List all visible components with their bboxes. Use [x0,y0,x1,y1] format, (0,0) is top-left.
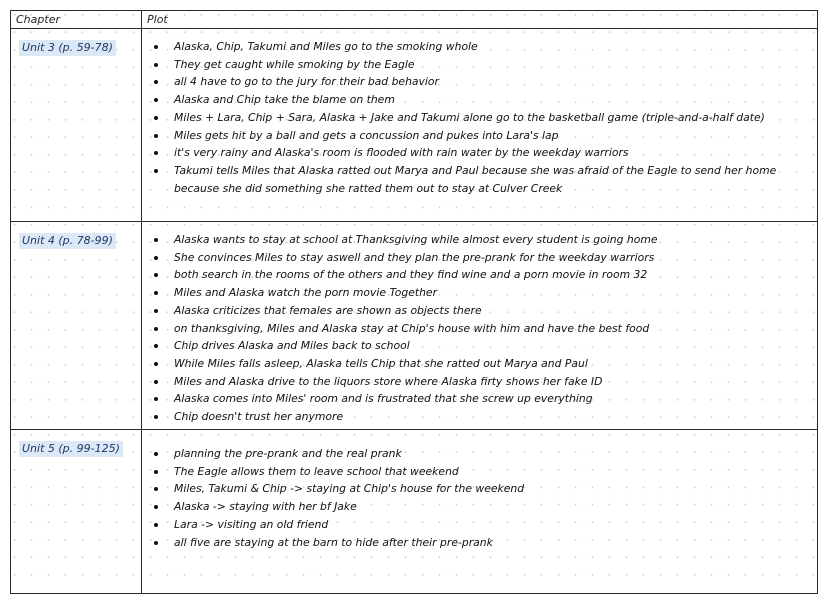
bullet-icon [154,169,158,173]
bullet-icon [154,470,158,474]
chapter-label: Unit 4 (p. 78-99) [19,233,116,249]
plot-list [142,36,817,197]
list-item: Lara -> visiting an old friend [152,516,817,534]
bullet-icon [154,380,158,384]
list-item: all 4 have to go to the jury for their bad behavior [152,73,817,91]
list-item: Miles gets hit by a ball and gets a concussion and pukes into Lara's lap [152,127,817,145]
list-item: on thanksgiving, Miles and Alaska stay at Chip's house with him and have the best food [152,320,817,338]
list-item: Alaska comes into Miles' room and is frustrated that she screw up everything [152,390,817,408]
bullet-icon [154,45,158,49]
list-item: all five are staying at the barn to hide after their pre-prank [152,534,817,552]
bullet-icon [154,98,158,102]
bullet-icon [154,80,158,84]
table-row [11,222,818,430]
list-item: Alaska and Chip take the blame on them [152,91,817,109]
bullet-icon [154,238,158,242]
chapter-cell [11,222,142,430]
list-item: Alaska wants to stay at school at Thanksgiving while almost every student is going home [152,231,817,249]
list-item: They get caught while smoking by the Eagle [152,56,817,74]
list-item: both search in the rooms of the others and they find wine and a porn movie in room 32 [152,266,817,284]
plot-list [142,437,817,551]
bullet-icon [154,256,158,260]
bullet-icon [154,487,158,491]
chapter-label: Unit 5 (p. 99-125) [19,441,123,457]
list-item: Alaska -> staying with her bf Jake [152,498,817,516]
list-item: Miles + Lara, Chip + Sara, Alaska + Jake and Takumi alone go to the basketball game (triple-and-a-half date) [152,109,817,127]
list-item: The Eagle allows them to leave school that weekend [152,463,817,481]
list-item: Chip doesn't trust her anymore [152,408,817,426]
header-plot: Plot [142,11,818,29]
list-item: Miles and Alaska watch the porn movie Together [152,284,817,302]
bullet-icon [154,134,158,138]
header-chapter: Chapter [11,11,142,29]
table-row [11,430,818,594]
plot-summary-table [10,10,818,594]
bullet-icon [154,273,158,277]
table-row [11,29,818,222]
header-row [11,11,818,29]
list-item: Chip drives Alaska and Miles back to school [152,337,817,355]
chapter-label: Unit 3 (p. 59-78) [19,40,116,56]
bullet-icon [154,397,158,401]
bullet-icon [154,309,158,313]
bullet-icon [154,505,158,509]
chapter-cell [11,430,142,594]
bullet-icon [154,151,158,155]
plot-cell [142,222,818,430]
list-item: Miles, Takumi & Chip -> staying at Chip's house for the weekend [152,480,817,498]
bullet-icon [154,63,158,67]
bullet-icon [154,291,158,295]
list-item: Miles and Alaska drive to the liquors store where Alaska firty shows her fake ID [152,373,817,391]
bullet-icon [154,452,158,456]
bullet-icon [154,541,158,545]
bullet-icon [154,327,158,331]
bullet-icon [154,116,158,120]
plot-cell [142,29,818,222]
list-item: She convinces Miles to stay aswell and they plan the pre-prank for the weekday warriors [152,249,817,267]
plot-cell [142,430,818,594]
bullet-icon [154,415,158,419]
bullet-icon [154,344,158,348]
plot-list [142,229,817,426]
list-item: planning the pre-prank and the real prank [152,445,817,463]
list-item: Alaska criticizes that females are shown as objects there [152,302,817,320]
chapter-cell [11,29,142,222]
list-item: Alaska, Chip, Takumi and Miles go to the smoking whole [152,38,817,56]
bullet-icon [154,362,158,366]
list-item: it's very rainy and Alaska's room is flooded with rain water by the weekday warriors [152,144,817,162]
list-item: While Miles falls asleep, Alaska tells Chip that she ratted out Marya and Paul [152,355,817,373]
bullet-icon [154,523,158,527]
list-item: Takumi tells Miles that Alaska ratted out Marya and Paul because she was afraid of the Eagle to send her home because she did something she ratted them out to stay at Culver Creek [152,162,794,197]
